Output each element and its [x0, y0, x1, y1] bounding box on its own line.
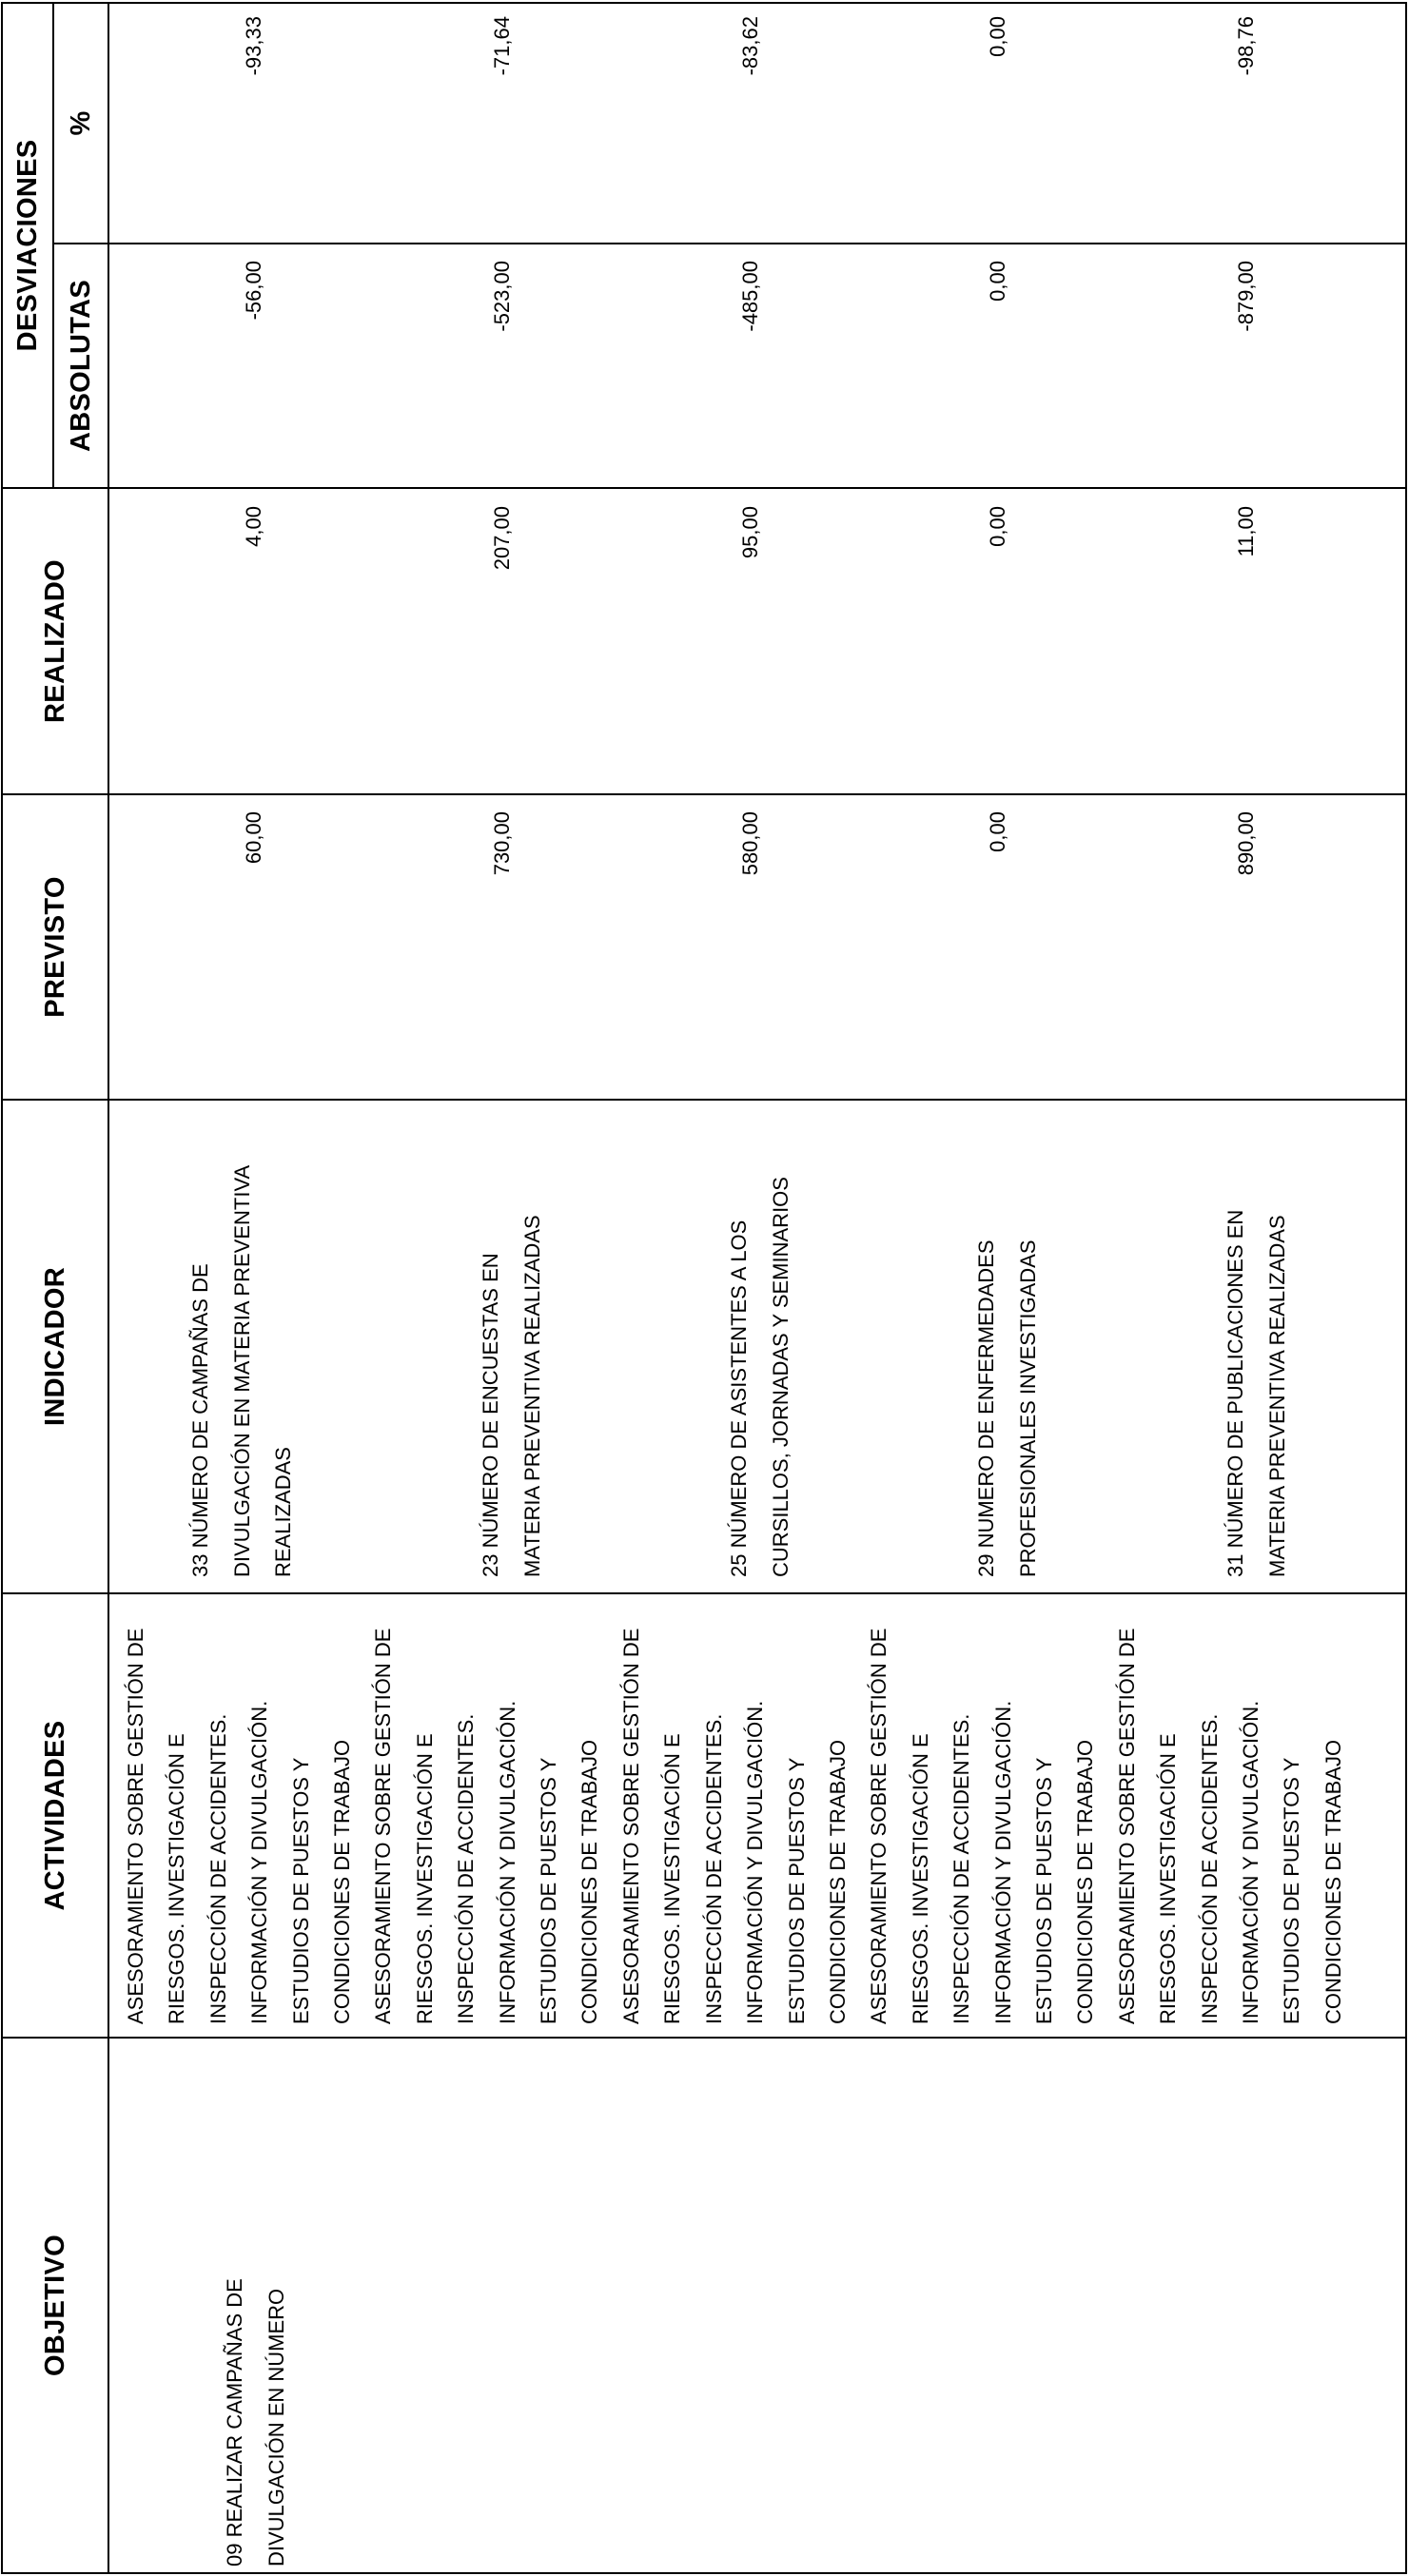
actividades-line: ASESORAMIENTO SOBRE GESTIÓN DE	[371, 1628, 396, 2024]
indicador-cell	[180, 1165, 304, 1577]
indicador-cell	[470, 1215, 553, 1577]
col-divider-realizado	[1, 487, 1407, 489]
actividades-line: INFORMACIÓN Y DIVULGACIÓN.	[1238, 1700, 1262, 2024]
absolutas-value: -879,00	[1234, 261, 1258, 332]
actividades-line: ASESORAMIENTO SOBRE GESTIÓN DE	[124, 1628, 147, 2024]
actividades-line: INFORMACIÓN Y DIVULGACIÓN.	[495, 1700, 519, 2024]
actividades-line: ESTUDIOS DE PUESTOS Y	[784, 1757, 809, 2024]
actividades-line: ESTUDIOS DE PUESTOS Y	[1031, 1757, 1056, 2024]
objetivo-cell	[214, 2278, 297, 2566]
actividades-line: RIESGOS. INVESTIGACIÓN E	[412, 1733, 437, 2024]
pct-value: 0,00	[986, 16, 1009, 57]
pct-value: -71,64	[490, 16, 514, 76]
indicador-line: 29 NUMERO DE ENFERMEDADES	[974, 1239, 998, 1577]
realizado-value: 11,00	[1234, 506, 1258, 557]
actividades-line: ASESORAMIENTO SOBRE GESTIÓN DE	[618, 1628, 643, 2024]
actividades-line: INFORMACIÓN Y DIVULGACIÓN.	[247, 1700, 272, 2024]
header-desviaciones: DESVIACIONES	[11, 139, 43, 352]
absolutas-value: 0,00	[986, 261, 1009, 302]
actividades-line: ESTUDIOS DE PUESTOS Y	[537, 1757, 561, 2024]
actividades-line: RIESGOS. INVESTIGACIÓN E	[1156, 1733, 1181, 2024]
indicador-line: CURSILLOS, JORNADAS Y SEMINARIOS	[768, 1177, 793, 1577]
actividades-line: ASESORAMIENTO SOBRE GESTIÓN DE	[1114, 1628, 1139, 2024]
actividades-line: ASESORAMIENTO SOBRE GESTIÓN DE	[867, 1628, 891, 2024]
actividades-line: CONDICIONES DE TRABAJO	[577, 1739, 602, 2024]
header-pct: %	[65, 110, 96, 136]
header-indicador: INDICADOR	[39, 1266, 70, 1427]
header-actividades: ACTIVIDADES	[39, 1720, 70, 1911]
objetivo-line: DIVULGACIÓN EN NÚMERO	[264, 2288, 288, 2566]
col-divider-previsto	[1, 793, 1407, 795]
actividades-line: CONDICIONES DE TRABAJO	[330, 1739, 355, 2024]
objetivo-line: 09 REALIZAR CAMPAÑAS DE	[223, 2278, 246, 2566]
indicador-cell	[1215, 1210, 1298, 1577]
indicador-cell	[718, 1177, 801, 1577]
actividades-line: INSPECCIÓN DE ACCIDENTES.	[949, 1713, 974, 2024]
col-divider-absolutas	[52, 243, 1407, 244]
indicador-cell	[966, 1239, 1048, 1577]
indicador-line: MATERIA PREVENTIVA REALIZADAS	[1264, 1215, 1289, 1577]
col-divider-indicador	[1, 1099, 1407, 1101]
indicador-line: MATERIA PREVENTIVA REALIZADAS	[519, 1215, 544, 1577]
realizado-value: 95,00	[738, 506, 762, 559]
indicador-line: PROFESIONALES INVESTIGADAS	[1015, 1239, 1040, 1577]
col-divider-objetivo	[1, 2037, 1407, 2039]
actividades-line: INSPECCIÓN DE ACCIDENTES.	[701, 1713, 726, 2024]
border-bottom	[1405, 2, 1407, 2574]
header-divider	[108, 2, 109, 2574]
actividades-line: CONDICIONES DE TRABAJO	[1073, 1739, 1098, 2024]
header-previsto: PREVISTO	[39, 876, 70, 1018]
previsto-value: 730,00	[490, 811, 514, 876]
actividades-cell	[115, 1629, 1354, 2024]
absolutas-value: -485,00	[738, 261, 762, 332]
indicador-line: 25 NÚMERO DE ASISTENTES A LOS	[727, 1220, 751, 1577]
col-divider-actividades	[1, 1592, 1407, 1594]
realizado-value: 4,00	[242, 506, 265, 547]
actividades-line: ESTUDIOS DE PUESTOS Y	[288, 1757, 313, 2024]
header-absolutas: ABSOLUTAS	[65, 280, 96, 452]
actividades-line: INSPECCIÓN DE ACCIDENTES.	[454, 1713, 479, 2024]
border-right	[1, 2, 1407, 4]
indicador-line: 31 NÚMERO DE PUBLICACIONES EN	[1223, 1209, 1247, 1577]
header-objetivo: OBJETIVO	[39, 2234, 70, 2377]
absolutas-value: -523,00	[490, 261, 514, 332]
actividades-line: RIESGOS. INVESTIGACIÓN E	[908, 1733, 932, 2024]
actividades-line: RIESGOS. INVESTIGACIÓN E	[660, 1733, 685, 2024]
actividades-line: INFORMACIÓN Y DIVULGACIÓN.	[743, 1700, 768, 2024]
realizado-value: 207,00	[490, 506, 514, 571]
header-realizado: REALIZADO	[39, 559, 70, 723]
actividades-line: INFORMACIÓN Y DIVULGACIÓN.	[990, 1700, 1015, 2024]
indicador-line: 33 NÚMERO DE CAMPAÑAS DE	[188, 1263, 212, 1577]
indicador-line: REALIZADAS	[271, 1447, 295, 1577]
indicador-line: 23 NÚMERO DE ENCUESTAS EN	[479, 1253, 502, 1577]
realizado-value: 0,00	[986, 506, 1009, 547]
previsto-value: 890,00	[1234, 811, 1258, 876]
actividades-line: RIESGOS. INVESTIGACIÓN E	[165, 1733, 189, 2024]
actividades-line: CONDICIONES DE TRABAJO	[825, 1739, 850, 2024]
pct-value: -93,33	[242, 16, 265, 76]
pct-value: -98,76	[1234, 16, 1258, 76]
absolutas-value: -56,00	[242, 261, 265, 321]
actividades-line: ESTUDIOS DE PUESTOS Y	[1280, 1757, 1304, 2024]
previsto-value: 580,00	[738, 811, 762, 876]
previsto-value: 0,00	[986, 811, 1009, 852]
border-left	[1, 2572, 1407, 2574]
actividades-line: INSPECCIÓN DE ACCIDENTES.	[205, 1713, 230, 2024]
pct-value: -83,62	[738, 16, 762, 76]
indicador-line: DIVULGACIÓN EN MATERIA PREVENTIVA	[229, 1164, 254, 1577]
actividades-line: CONDICIONES DE TRABAJO	[1321, 1739, 1345, 2024]
actividades-line: INSPECCIÓN DE ACCIDENTES.	[1197, 1713, 1222, 2024]
previsto-value: 60,00	[242, 811, 265, 865]
